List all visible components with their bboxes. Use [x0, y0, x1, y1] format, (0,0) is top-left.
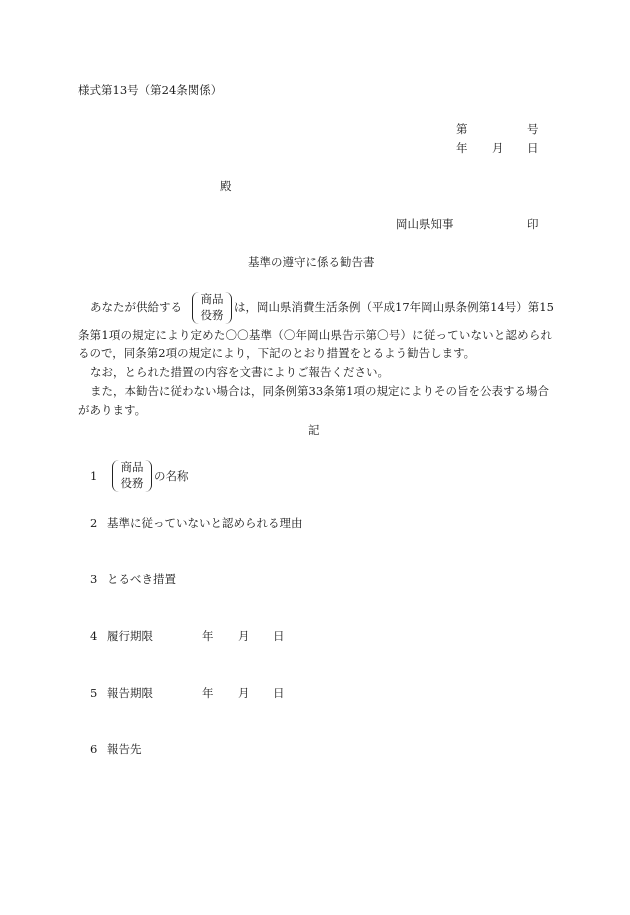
item-5-label: 報告期限 [107, 686, 153, 700]
form-label: 様式第13号（第24条関係） [78, 83, 223, 97]
item-1-choice-bottom: 役務 [120, 476, 144, 490]
item-5-number: 5 [90, 686, 98, 700]
addressee-suffix: 殿 [220, 179, 232, 193]
item-4-year: 年 [202, 629, 214, 643]
seal-mark: 印 [527, 217, 539, 231]
item-4-day: 日 [273, 629, 285, 643]
item-4-label: 履行期限 [107, 629, 153, 643]
body-line5: また，本勧告に従わない場合は，同条例第33条第1項の規定によりその旨を公表する場合 [90, 384, 549, 398]
choice-top: 商品 [200, 292, 224, 306]
item-6-number: 6 [90, 742, 98, 756]
issuer-name: 岡山県知事 [396, 217, 454, 231]
date-day: 日 [527, 141, 539, 155]
date-month: 月 [492, 141, 504, 155]
item-3-number: 3 [90, 572, 98, 586]
date-year: 年 [456, 141, 468, 155]
body-line2: 条第1項の規定により定めた〇〇基準（〇年岡山県告示第〇号）に従っていないと認められ [78, 328, 552, 342]
item-5-month: 月 [238, 686, 250, 700]
item-1-number: 1 [90, 469, 98, 483]
item-6-label: 報告先 [107, 742, 142, 756]
number-go: 号 [527, 122, 539, 136]
body-line1-prefix: あなたが供給する [90, 300, 182, 314]
item-4-month: 月 [238, 629, 250, 643]
item-5-year: 年 [202, 686, 214, 700]
ki-heading: 記 [308, 423, 320, 437]
item-1-choice-bracket [112, 460, 152, 492]
item-1-label: の名称 [154, 469, 189, 483]
item-3-label: とるべき措置 [107, 572, 176, 586]
body-line4: なお，とられた措置の内容を文書によりご報告ください。 [90, 365, 389, 379]
body-line6: があります。 [78, 403, 147, 417]
item-2-number: 2 [90, 516, 98, 530]
item-2-label: 基準に従っていないと認められる理由 [107, 516, 303, 530]
body-line3: るので，同条第2項の規定により，下記のとおり措置をとるよう勧告します。 [78, 346, 476, 360]
choice-bracket [192, 292, 232, 324]
item-1-choice-top: 商品 [120, 460, 144, 474]
body-line1-suffix: は，岡山県消費生活条例（平成17年岡山県条例第14号）第15 [234, 300, 554, 314]
number-dai: 第 [456, 122, 468, 136]
item-5-day: 日 [273, 686, 285, 700]
item-4-number: 4 [90, 629, 98, 643]
choice-bottom: 役務 [200, 308, 224, 322]
document-title: 基準の遵守に係る勧告書 [248, 255, 375, 269]
